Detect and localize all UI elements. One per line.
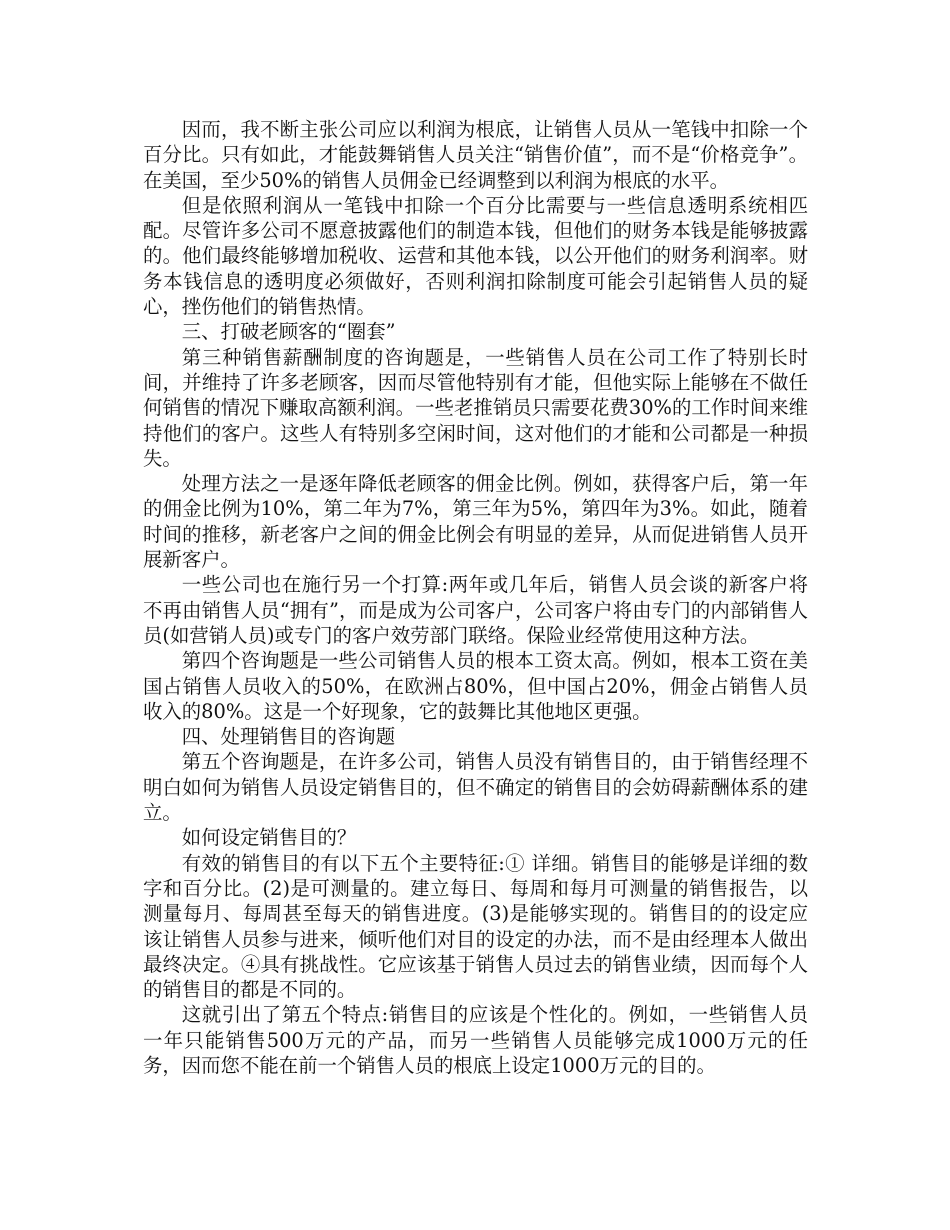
- paragraph-declining-commission: 处理方法之一是逐年降低老顾客的佣金比例。例如，获得客户后，第一年的佣金比例为10%，第二年为7%，第三年为5%，第四年为3%。如此，随着时间的推移，新老客户之间的佣金比例会有明显的差异，从而促进销售人员开展新客户。: [143, 472, 808, 572]
- section-heading-old-customer-trap: 三、打破老顾客的“圈套”: [181, 320, 396, 344]
- paragraph-target-features: 有效的销售目的有以下五个主要特征:① 详细。销售目的能够是详细的数字和百分比。(2)是可测量的。建立每日、每周和每月可测量的销售报告，以测量每月、每周甚至每天的销售进度。(3)是能够实现的。销售目的的设定应该让销售人员参与进来，倾听他们对目的设定的办法，而不是由经理本人做出最终决定。④具有挑战性。它应该基于销售人员过去的销售业绩，因而每个人的销售目的都是不同的。: [143, 851, 808, 1002]
- subheading-how-to-set-targets: 如何设定销售目的？: [181, 826, 357, 850]
- paragraph-fourth-problem: 第四个咨询题是一些公司销售人员的根本工资太高。例如，根本工资在美国占销售人员收入的50%，在欧洲占80%，但中国占20%，佣金占销售人员收入的80%。这是一个好现象，它的鼓舞比其他地区更强。: [143, 649, 808, 723]
- paragraph-information-transparency: 但是依照利润从一笔钱中扣除一个百分比需要与一些信息透明系统相匹配。尽管许多公司不愿意披露他们的制造本钱，但他们的财务本钱是能够披露的。他们最终能够增加税收、运营和其他本钱，以公开他们的财务利润率。财务本钱信息的透明度必须做好，否则利润扣除制度可能会引起销售人员的疑心，挫伤他们的销售热情。: [143, 193, 808, 319]
- paragraph-personalized-targets: 这就引出了第五个特点:销售目的应该是个性化的。例如，一些销售人员一年只能销售500万元的产品，而另一些销售人员能够完成1000万元的任务，因而您不能在前一个销售人员的根底上设定1000万元的目的。: [143, 1003, 808, 1077]
- paragraph-profit-based-commission: 因而，我不断主张公司应以利润为根底，让销售人员从一笔钱中扣除一个百分比。只有如此，才能鼓舞销售人员关注“销售价值”，而不是“价格竞争”。在美国，至少50%的销售人员佣金已经调整到以利润为根底的水平。: [143, 118, 808, 192]
- paragraph-company-customers: 一些公司也在施行另一个打算:两年或几年后，销售人员会谈的新客户将不再由销售人员“拥有”，而是成为公司客户，公司客户将由专门的内部销售人员(如营销人员)或专门的客户效劳部门联络。保险业经常使用这种方法。: [143, 573, 808, 647]
- paragraph-fifth-problem: 第五个咨询题是，在许多公司，销售人员没有销售目的，由于销售经理不明白如何为销售人员设定销售目的，但不确定的销售目的会妨碍薪酬体系的建立。: [143, 750, 808, 825]
- document-body: [143, 117, 808, 1078]
- section-heading-sales-targets: 四、处理销售目的咨询题: [181, 725, 396, 749]
- paragraph-third-problem: 第三种销售薪酬制度的咨询题是，一些销售人员在公司工作了特别长时间，并维持了许多老顾客，因而尽管他特别有才能，但他实际上能够在不做任何销售的情况下赚取高额利润。一些老推销员只需要花费30%的工作时间来维持他们的客户。这些人有特别多空闲时间，这对他们的才能和公司都是一种损失。: [143, 345, 808, 470]
